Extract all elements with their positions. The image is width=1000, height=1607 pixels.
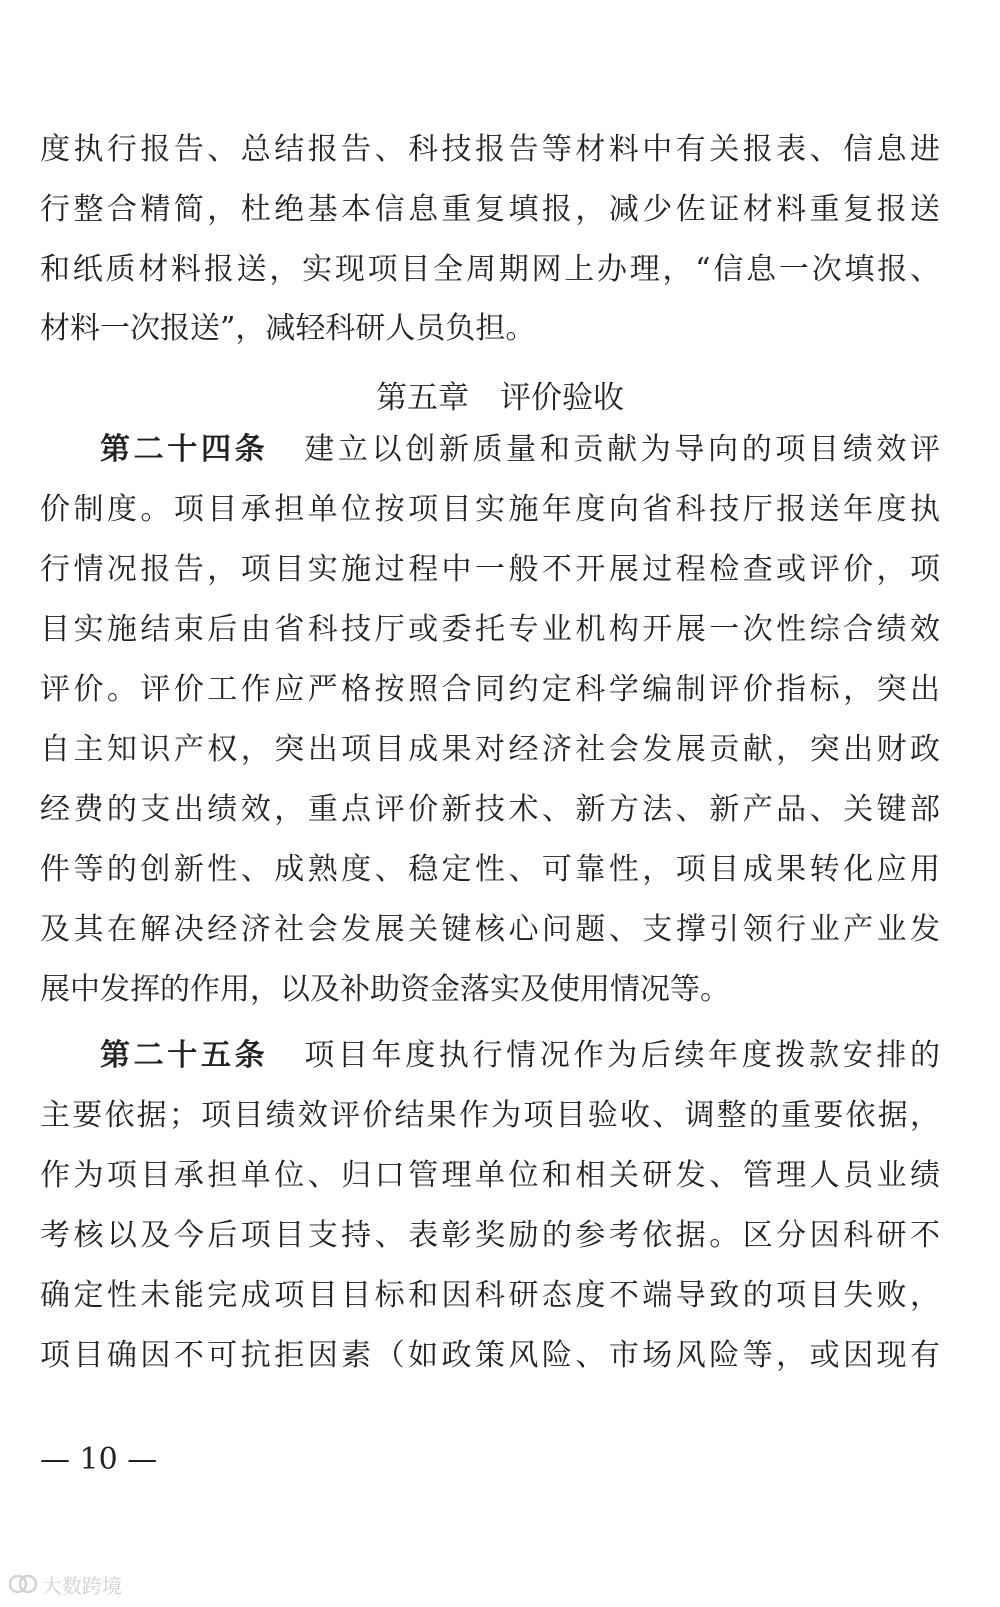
article-25-first-text: 项目年度执行情况作为后续年度拨款安排的 bbox=[304, 1038, 941, 1073]
article-24-first-text: 建立以创新质量和贡献为导向的项目绩效评 bbox=[304, 432, 941, 467]
article-24-line: 价制度。项目承担单位按项目实施年度向省科技厅报送年度执 bbox=[40, 492, 940, 527]
article-24-line: 自主知识产权，突出项目成果对经济社会发展贡献，突出财政 bbox=[40, 732, 940, 767]
chapter-heading: 第五章 评价验收 bbox=[376, 380, 624, 416]
article-24-line: 评价。评价工作应严格按照合同约定科学编制评价指标，突出 bbox=[40, 672, 940, 707]
article-25-line: 作为项目承担单位、归口管理单位和相关研发、管理人员业绩 bbox=[40, 1158, 940, 1193]
intro-line-3: 和纸质材料报送，实现项目全周期网上办理，“信息一次填报、 bbox=[40, 252, 940, 287]
article-24-line: 目实施结束后由省科技厅或委托专业机构开展一次性综合绩效 bbox=[40, 612, 940, 647]
watermark-text: 大数跨境 bbox=[42, 1573, 122, 1598]
page-number: — 10 — bbox=[40, 1442, 158, 1477]
article-24-line: 展中发挥的作用，以及补助资金落实及使用情况等。 bbox=[40, 972, 730, 1007]
logo-mark-icon bbox=[8, 1571, 38, 1597]
intro-line-4: 材料一次报送”，减轻科研人员负担。 bbox=[40, 311, 536, 346]
article-24-first-line bbox=[100, 424, 940, 476]
article-25-line: 主要依据；项目绩效评价结果作为项目验收、调整的重要依据， bbox=[40, 1098, 940, 1133]
article-25-line: 项目确因不可抗拒因素（如政策风险、市场风险等，或因现有 bbox=[40, 1338, 940, 1373]
intro-line-1: 度执行报告、总结报告、科技报告等材料中有关报表、信息进 bbox=[40, 132, 940, 167]
article-24-line: 行情况报告，项目实施过程中一般不开展过程检查或评价，项 bbox=[40, 552, 940, 587]
intro-line-2: 行整合精简，杜绝基本信息重复填报，减少佐证材料重复报送 bbox=[40, 192, 940, 227]
article-25-line: 考核以及今后项目支持、表彰奖励的参考依据。区分因科研不 bbox=[40, 1218, 940, 1253]
watermark bbox=[8, 1568, 122, 1600]
article-24-line: 及其在解决经济社会发展关键核心问题、支撑引领行业产业发 bbox=[40, 912, 940, 947]
article-25-first-line bbox=[100, 1030, 940, 1082]
article-24-line: 经费的支出绩效，重点评价新技术、新方法、新产品、关键部 bbox=[40, 792, 940, 827]
article-24-title: 第二十四条 bbox=[100, 432, 269, 467]
article-25-title: 第二十五条 bbox=[100, 1038, 269, 1073]
article-25-line: 确定性未能完成项目目标和因科研态度不端导致的项目失败， bbox=[40, 1278, 940, 1313]
article-24-line: 件等的创新性、成熟度、稳定性、可靠性，项目成果转化应用 bbox=[40, 852, 940, 887]
